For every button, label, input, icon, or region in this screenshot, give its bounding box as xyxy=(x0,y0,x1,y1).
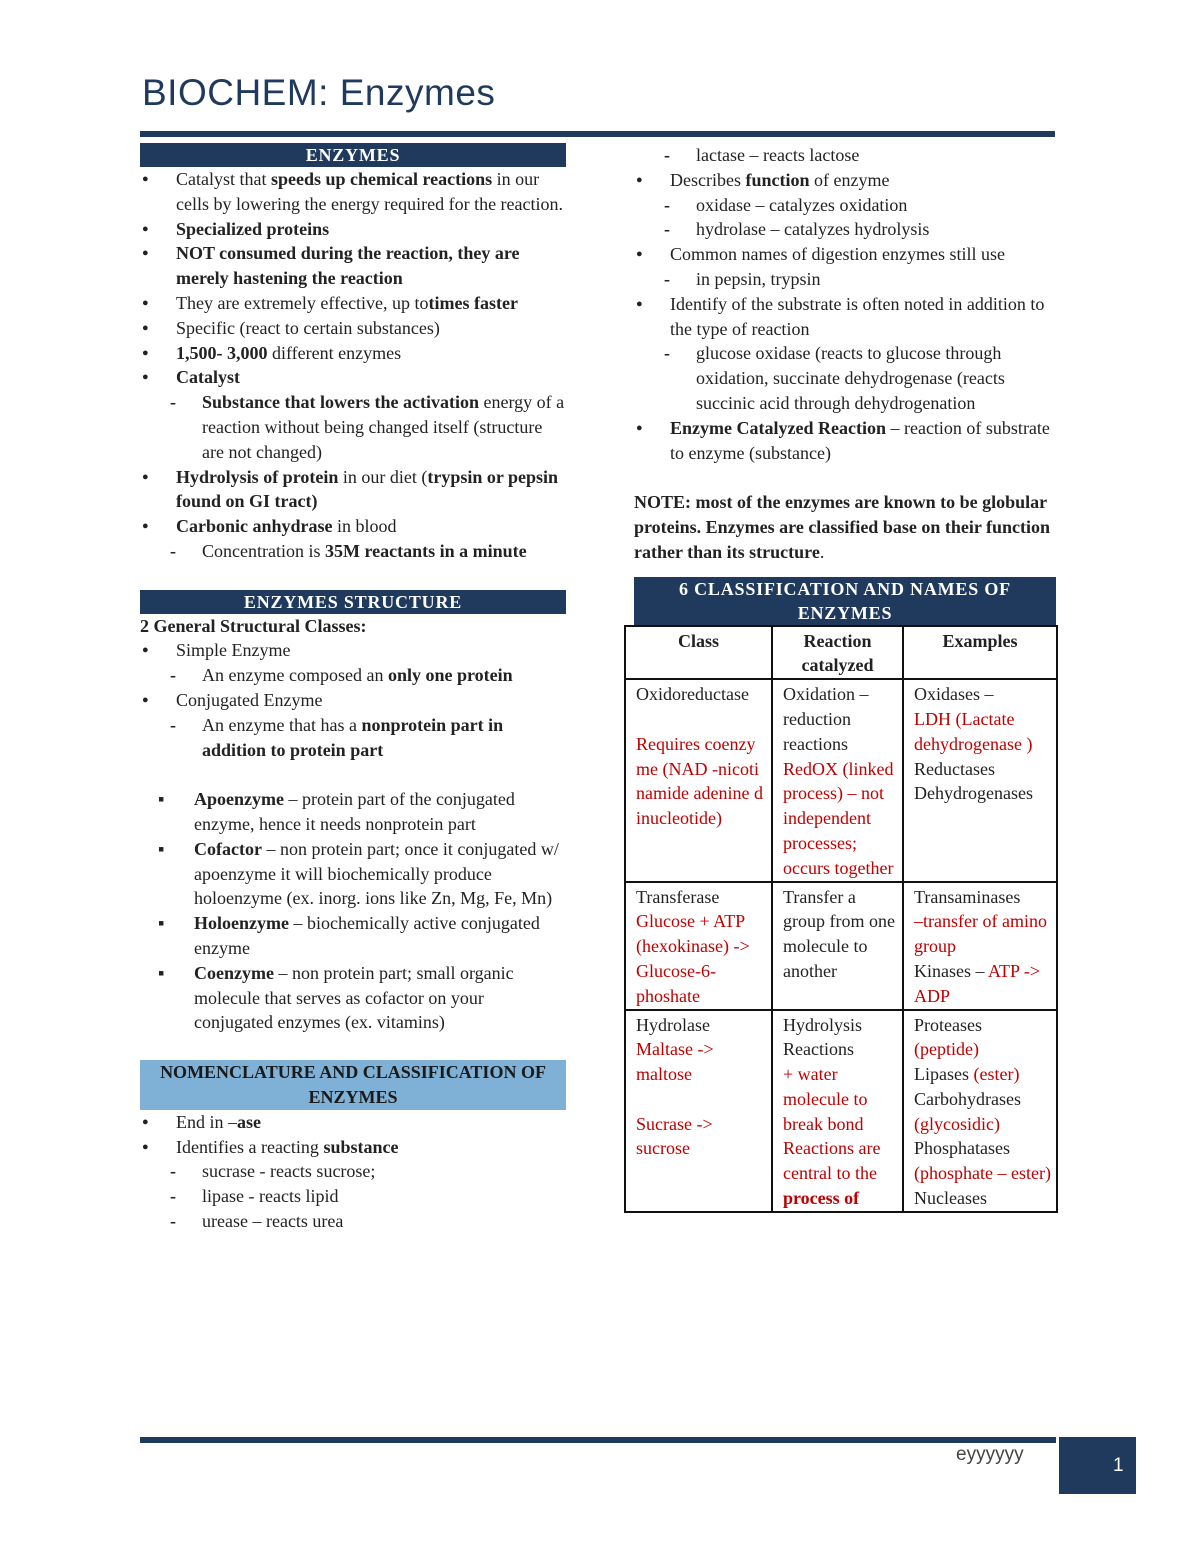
header-rule xyxy=(140,131,1055,137)
sub-list-item: - An enzyme composed an only one protein xyxy=(140,663,566,688)
table-cell: Transfer a group from one molecule to another xyxy=(772,882,903,1010)
list-item: ● Describes function of enzyme xyxy=(634,168,1060,193)
sub-list-item: - An enzyme that has a nonprotein part in addition to protein part xyxy=(140,713,566,763)
footer-author: eyyyyyy xyxy=(956,1444,1024,1465)
list-item: ● Catalyst that speeds up chemical reactions in our cells by lowering the energy required for the reaction. xyxy=(140,167,566,217)
page-title: BIOCHEM: Enzymes xyxy=(142,72,496,113)
table-cell: Transferase Glucose + ATP (hexokinase) -> Glucose-6-phoshate xyxy=(625,882,772,1010)
table-row xyxy=(625,1010,1057,1212)
table-cell: Proteases (peptide) Lipases (ester) Carbohydrases (glycosidic) Phosphatases (phosphate – ester) Nucleases xyxy=(903,1010,1057,1212)
column-header-class: Class xyxy=(625,626,772,680)
sub-list-item: - glucose oxidase (reacts to glucose through oxidation, succinate dehydrogenase (reacts succinic acid through dehydrogenation xyxy=(634,341,1060,415)
structure-intro: 2 General Structural Classes: xyxy=(140,615,367,636)
list-item: ● Identify of the substrate is often noted in addition to the type of reaction xyxy=(634,292,1060,342)
section-header-structure: ENZYMES STRUCTURE xyxy=(140,590,566,614)
list-item: ● Identifies a reacting substance xyxy=(140,1135,566,1160)
sub-list-item: - Concentration is 35M reactants in a minute xyxy=(140,539,566,564)
table-cell: Hydrolase Maltase -> maltose Sucrase -> sucrose xyxy=(625,1010,772,1212)
table-cell: Hydrolysis Reactions + water molecule to break bond Reactions are central to the process of xyxy=(772,1010,903,1212)
left-column xyxy=(140,143,566,1234)
section-header-nomenclature: NOMENCLATURE AND CLASSIFICATION OF ENZYMES xyxy=(140,1060,566,1110)
list-item: ● Hydrolysis of protein in our diet (trypsin or pepsin found on GI tract) xyxy=(140,465,566,515)
sub-list-item: - sucrase - reacts sucrose; xyxy=(140,1159,566,1184)
list-item: ● Conjugated Enzyme xyxy=(140,688,566,713)
list-item: ● They are extremely effective, up totimes faster xyxy=(140,291,566,316)
list-item: ● 1,500- 3,000 different enzymes xyxy=(140,341,566,366)
sub-list-item: - lactase – reacts lactose xyxy=(634,143,1060,168)
sub-list-item: ▪ Cofactor – non protein part; once it conjugated w/ apoenzyme it will biochemically produce holoenzyme (ex. inorg. ions like Zn, Mg, Fe, Mn) xyxy=(140,837,566,911)
list-item: ● NOT consumed during the reaction, they are merely hastening the reaction xyxy=(140,241,566,291)
table-cell: Oxidation – reduction reactions RedOX (linked process) – not independent processes; occurs together xyxy=(772,679,903,881)
list-item: ● Common names of digestion enzymes still use xyxy=(634,242,1060,267)
footer-rule xyxy=(140,1437,1056,1443)
table-row xyxy=(625,882,1057,1010)
page-number: 1 xyxy=(1113,1455,1124,1476)
sub-list-item: - hydrolase – catalyzes hydrolysis xyxy=(634,217,1060,242)
table-cell: Transaminases –transfer of amino group Kinases – ATP -> ADP xyxy=(903,882,1057,1010)
list-item: ● Specific (react to certain substances) xyxy=(140,316,566,341)
sub-list-item: - in pepsin, trypsin xyxy=(634,267,1060,292)
list-item: ● End in –ase xyxy=(140,1110,566,1135)
note-paragraph: NOTE: most of the enzymes are known to be globular proteins. Enzymes are classified base on their function rather than its structure. xyxy=(634,492,1051,562)
sub-list-item: - oxidase – catalyzes oxidation xyxy=(634,193,1060,218)
table-cell: Oxidases – LDH (Lactate dehydrogenase ) Reductases Dehydrogenases xyxy=(903,679,1057,881)
page-number-box xyxy=(1059,1437,1136,1494)
sub-list-item: ▪ Coenzyme – non protein part; small organic molecule that serves as cofactor on your conjugated enzymes (ex. vitamins) xyxy=(140,961,566,1035)
table-header-row xyxy=(625,626,1057,680)
list-item: ● Enzyme Catalyzed Reaction – reaction of substrate to enzyme (substance) xyxy=(634,416,1060,466)
table-header-banner: 6 CLASSIFICATION AND NAMES OF ENZYMES xyxy=(634,577,1056,625)
sub-list-item: ▪ Apoenzyme – protein part of the conjugated enzyme, hence it needs nonprotein part xyxy=(140,787,566,837)
table-cell: Oxidoreductase Requires coenzyme (NAD -nicotinamide adenine dinucleotide) xyxy=(625,679,772,881)
sub-list-item: ▪ Holoenzyme – biochemically active conjugated enzyme xyxy=(140,911,566,961)
table-row xyxy=(625,679,1057,881)
section-header-enzymes: ENZYMES xyxy=(140,143,566,167)
sub-list-item: - urease – reacts urea xyxy=(140,1209,566,1234)
right-column xyxy=(634,143,1060,1213)
classification-table xyxy=(624,625,1058,1213)
column-header-examples: Examples xyxy=(903,626,1057,680)
column-header-reaction: Reaction catalyzed xyxy=(772,626,903,680)
sub-list-item: - Substance that lowers the activation energy of a reaction without being changed itself (structure are not changed) xyxy=(140,390,566,464)
list-item: ● Specialized proteins xyxy=(140,217,566,242)
sub-list-item: - lipase - reacts lipid xyxy=(140,1184,566,1209)
list-item: ● Simple Enzyme xyxy=(140,638,566,663)
list-item: ● Carbonic anhydrase in blood xyxy=(140,514,566,539)
list-item: ● Catalyst xyxy=(140,365,566,390)
